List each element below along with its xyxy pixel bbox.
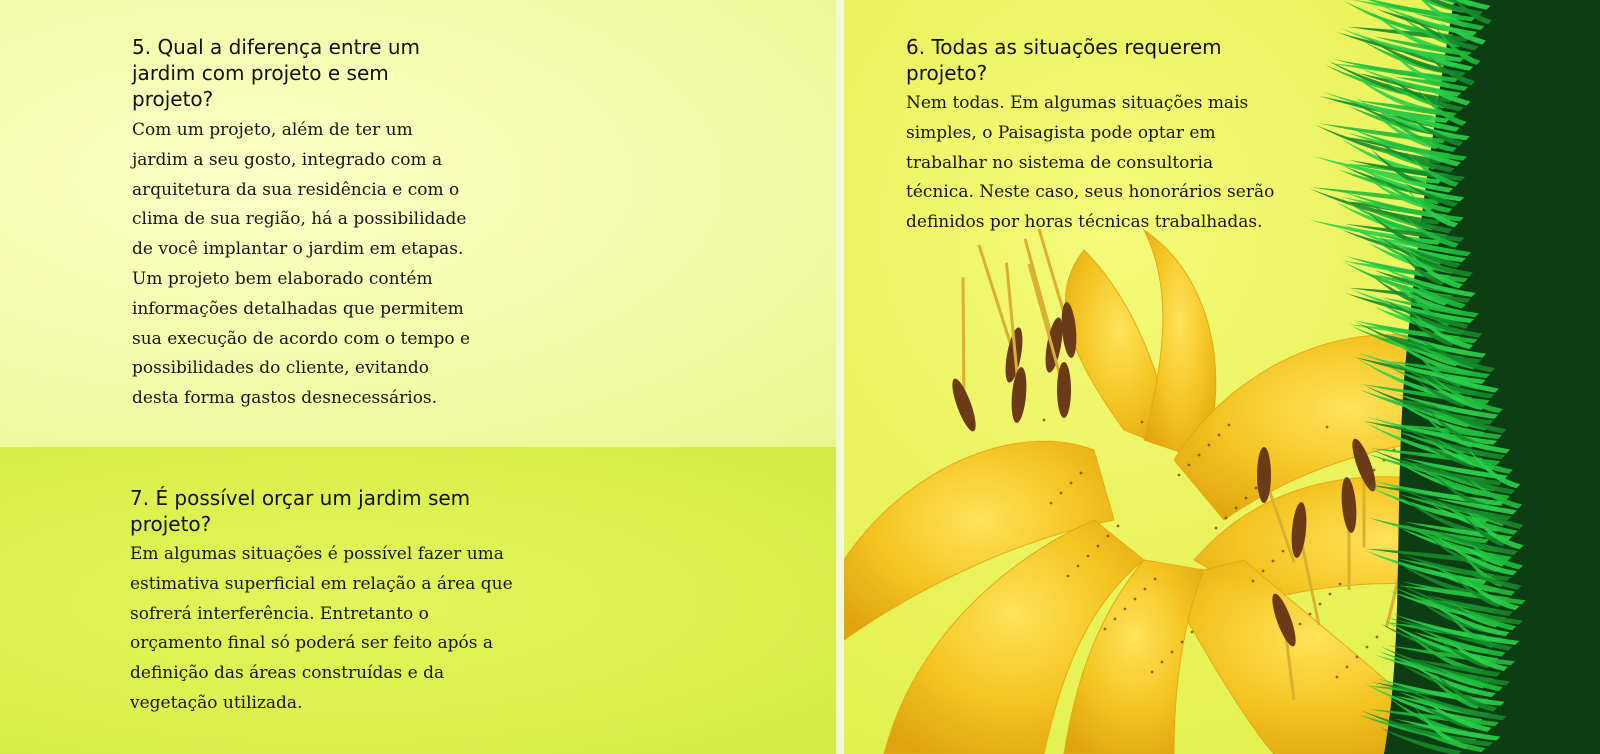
question-6-title: 6. Todas as situações requerem projeto?	[906, 35, 1222, 85]
question-5-answer: Com um projeto, além de ter um jardim a seu gosto, integrado com a arquitetura da sua residência e com o clima de sua região, há a possibilidade de você implantar o jardim em etapas. Um projeto bem elaborado contém informações detalhadas que permitem sua execução de acordo com o tempo e possibilidades do cliente, evitando desta forma gastos desnecessários.	[132, 120, 471, 409]
panel-divider	[836, 0, 844, 754]
question-7-title: 7. É possível orçar um jardim sem projeto?	[130, 486, 471, 536]
right-panel	[844, 0, 1600, 754]
question-5-block	[0, 0, 836, 447]
question-6-answer: Nem todas. Em algumas situações mais simples, o Paisagista pode optar em trabalhar no sistema de consultoria técnica. Neste caso, seus honorários serão definidos por horas técnicas trabalhadas.	[906, 93, 1275, 233]
question-7-block	[0, 447, 836, 754]
question-7-answer: Em algumas situações é possível fazer uma estimativa superficial em relação a área que sofrerá interferência. Entretanto o orçamento final só poderá ser feito após a definição das áreas construídas e da vegetação utilizada.	[130, 544, 513, 713]
grass-blades	[1309, 0, 1600, 754]
question-5-title: 5. Qual a diferença entre um jardim com projeto e sem projeto?	[132, 35, 421, 111]
